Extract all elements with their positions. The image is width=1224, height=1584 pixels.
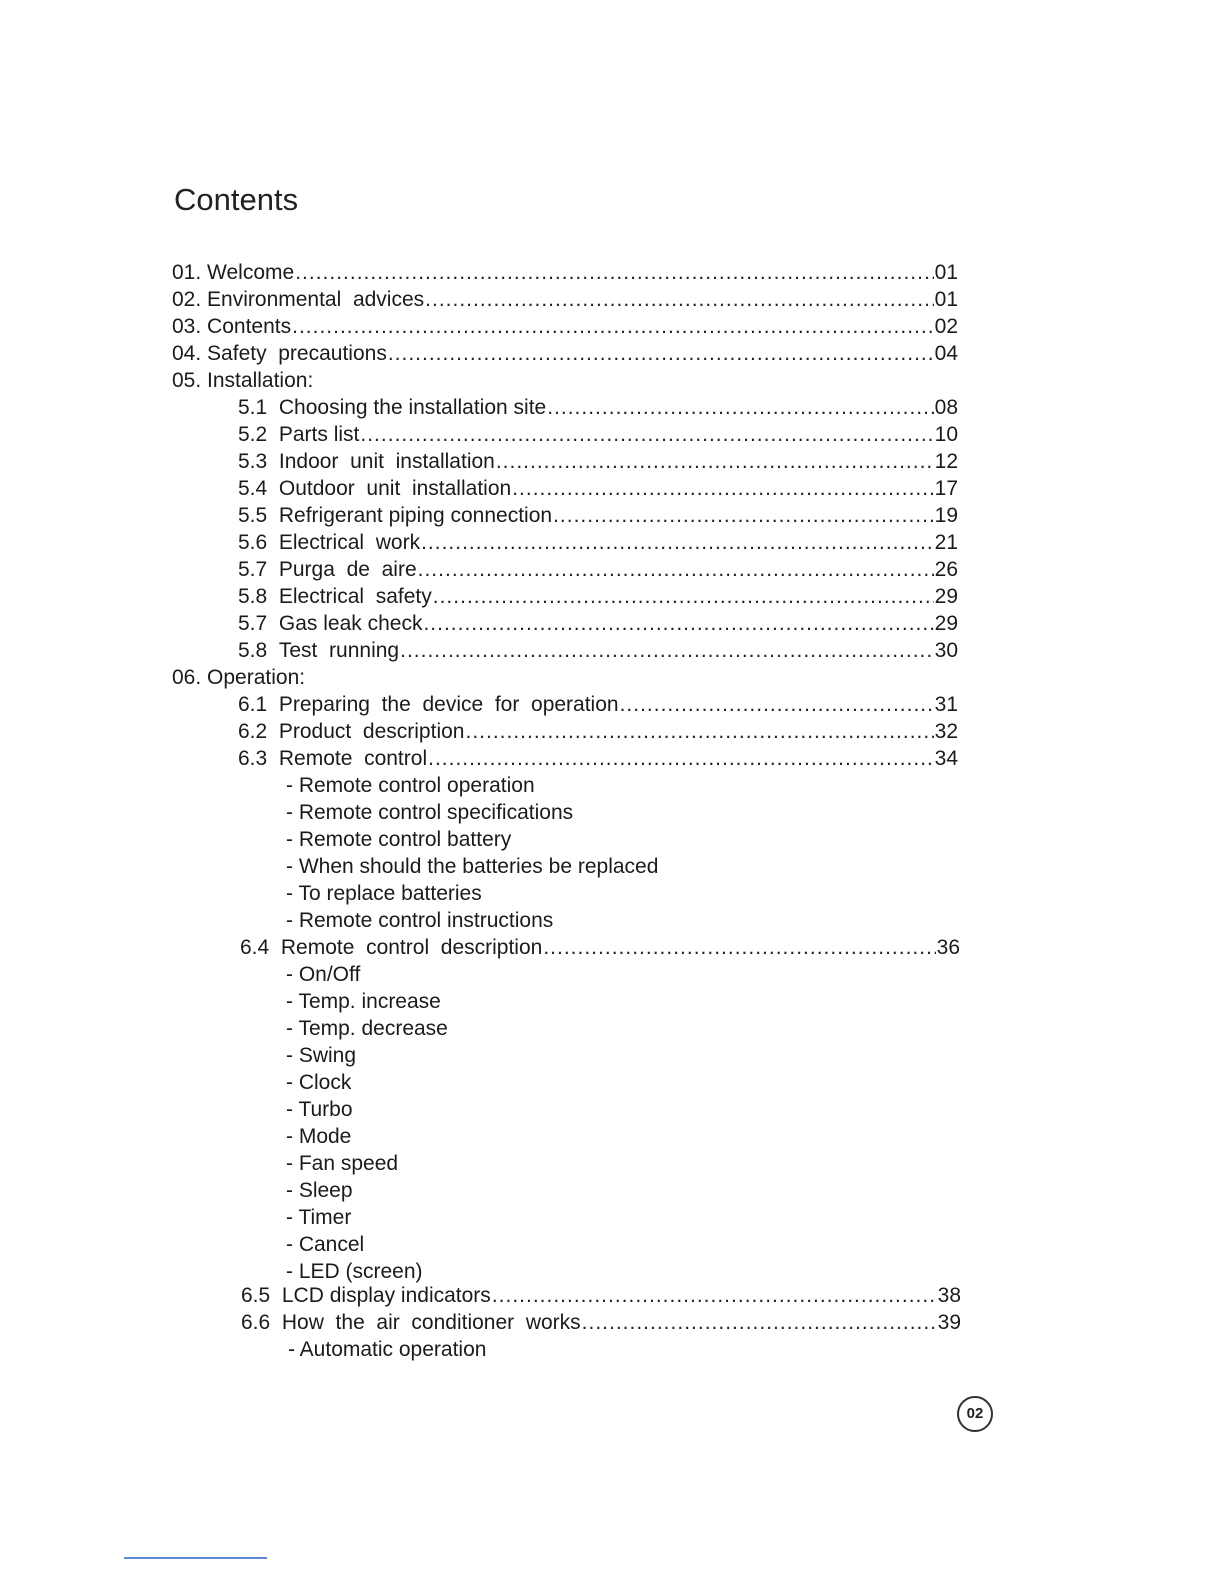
toc-entry[interactable]: [238, 638, 958, 664]
toc-entry-number: 5.7: [238, 558, 268, 581]
toc-entry-label: Test running: [278, 639, 400, 662]
toc-entry-label: Contents: [207, 315, 292, 338]
toc-entry-label: Installation:: [207, 369, 314, 392]
toc-sub-item: - Cancel: [286, 1233, 365, 1256]
toc-entry[interactable]: [238, 746, 958, 772]
toc-entry-page: 01: [934, 288, 958, 311]
toc-entry-page: 21: [934, 531, 958, 554]
toc-entry[interactable]: [238, 557, 958, 583]
toc-sub-item: - To replace batteries: [286, 882, 482, 905]
toc-entry-label: Electrical work: [278, 531, 421, 554]
toc-entry-label: Operation:: [207, 666, 306, 689]
toc-entry-page: 26: [934, 558, 958, 581]
toc-entry-label: Environmental advices: [207, 288, 425, 311]
toc-entry-number: 5.4: [238, 477, 268, 500]
toc-entry-label: LCD display indicators: [281, 1284, 491, 1307]
toc-entry[interactable]: [172, 287, 958, 313]
toc-entry[interactable]: [172, 314, 958, 340]
toc-entry[interactable]: [238, 395, 958, 421]
toc-entry-label: Refrigerant piping connection: [278, 504, 553, 527]
toc-sub-item: - Sleep: [286, 1179, 353, 1202]
toc-entry-label: Indoor unit installation: [278, 450, 495, 473]
toc-entry-number: 6.1: [238, 693, 268, 716]
toc-entry-number: 5.2: [238, 423, 268, 446]
toc-entry-label: Outdoor unit installation: [278, 477, 512, 500]
toc-entry-number: 6.3: [238, 747, 268, 770]
toc-entry-page: 04: [934, 342, 958, 365]
toc-entry-page: 39: [937, 1311, 961, 1334]
toc-entry-page: 12: [934, 450, 958, 473]
toc-entry[interactable]: [172, 341, 958, 367]
toc-entry[interactable]: [238, 476, 958, 502]
toc-sub-item: - Timer: [286, 1206, 352, 1229]
toc-entry-number: 6.4: [240, 936, 270, 959]
toc-entry[interactable]: [172, 260, 958, 286]
toc-entry-number: 6.6: [241, 1311, 271, 1334]
toc-entry-label: Safety precautions: [207, 342, 387, 365]
toc-sub-item: - Remote control battery: [286, 828, 512, 851]
toc-entry[interactable]: [238, 584, 958, 610]
toc-section-heading: [172, 665, 305, 691]
toc-entry-page: 08: [934, 396, 958, 419]
toc-entry-page: 02: [934, 315, 958, 338]
toc-entry-page: 29: [934, 585, 958, 608]
toc-entry-number: 5.3: [238, 450, 268, 473]
toc-entry-label: Parts list: [278, 423, 360, 446]
toc-entry[interactable]: [241, 1283, 961, 1309]
toc-sub-item: - Remote control operation: [286, 774, 535, 797]
toc-entry-label: Purga de aire: [278, 558, 417, 581]
toc-entry-label: Product description: [278, 720, 465, 743]
toc-entry[interactable]: [238, 692, 958, 718]
toc-entry-page: 30: [934, 639, 958, 662]
toc-entry[interactable]: [238, 503, 958, 529]
toc-sub-item: - Clock: [286, 1071, 352, 1094]
toc-sub-item: - Remote control specifications: [286, 801, 574, 824]
toc-entry-page: 38: [937, 1284, 961, 1307]
toc-entry[interactable]: [238, 530, 958, 556]
toc-sub-item: - Temp. decrease: [286, 1017, 448, 1040]
toc-entry-page: 10: [934, 423, 958, 446]
toc-sub-item: - Remote control instructions: [286, 909, 554, 932]
toc-entry-number: 5.6: [238, 531, 268, 554]
toc-entry-number: 04.: [172, 342, 202, 365]
toc-entry-number: 02.: [172, 288, 202, 311]
toc-entry-label: Remote control: [278, 747, 428, 770]
page-number-badge: 02: [957, 1396, 993, 1432]
toc-entry-number: 6.2: [238, 720, 268, 743]
toc-entry-page: 17: [934, 477, 958, 500]
toc-entry-label: Gas leak check: [278, 612, 423, 635]
toc-entry-number: 06.: [172, 666, 202, 689]
toc-entry[interactable]: [240, 935, 960, 961]
toc-entry-number: 5.5: [238, 504, 268, 527]
toc-sub-item: - Fan speed: [286, 1152, 399, 1175]
toc-sub-item: - Mode: [286, 1125, 352, 1148]
toc-entry-number: 03.: [172, 315, 202, 338]
page-title: Contents: [174, 182, 299, 217]
toc-sub-item: - On/Off: [286, 963, 361, 986]
toc-entry-number: 5.7: [238, 612, 268, 635]
toc-entry-number: 5.8: [238, 639, 268, 662]
toc-entry-label: Welcome: [207, 261, 295, 284]
toc-section-heading: [172, 368, 313, 394]
toc-sub-item: - Swing: [286, 1044, 357, 1067]
toc-sub-item: - When should the batteries be replaced: [286, 855, 659, 878]
toc-entry-page: 34: [934, 747, 958, 770]
toc-sub-item: - LED (screen): [286, 1260, 423, 1283]
toc-entry[interactable]: [241, 1310, 961, 1336]
toc-entry-number: 05.: [172, 369, 202, 392]
toc-entry-page: 36: [936, 936, 960, 959]
toc-entry-page: 32: [934, 720, 958, 743]
toc-entry-page: 19: [934, 504, 958, 527]
toc-entry-label: Remote control description: [280, 936, 543, 959]
toc-sub-item: - Temp. increase: [286, 990, 441, 1013]
toc-entry-page: 31: [934, 693, 958, 716]
toc-entry-number: 5.1: [238, 396, 268, 419]
toc-entry[interactable]: [238, 422, 958, 448]
toc-sub-item: - Turbo: [286, 1098, 353, 1121]
toc-entry-label: Preparing the device for operation: [278, 693, 619, 716]
toc-entry-number: 01.: [172, 261, 202, 284]
toc-entry[interactable]: [238, 611, 958, 637]
toc-entry[interactable]: [238, 719, 958, 745]
toc-entry-label: Choosing the installation site: [278, 396, 547, 419]
toc-sub-item: - Automatic operation: [288, 1338, 487, 1361]
toc-entry[interactable]: [238, 449, 958, 475]
toc-entry-number: 6.5: [241, 1284, 271, 1307]
toc-entry-page: 29: [934, 612, 958, 635]
toc-entry-label: How the air conditioner works: [281, 1311, 581, 1334]
toc-entry-page: 01: [934, 261, 958, 284]
toc-entry-label: Electrical safety: [278, 585, 432, 608]
toc-entry-number: 5.8: [238, 585, 268, 608]
footer-divider: [124, 1557, 267, 1559]
